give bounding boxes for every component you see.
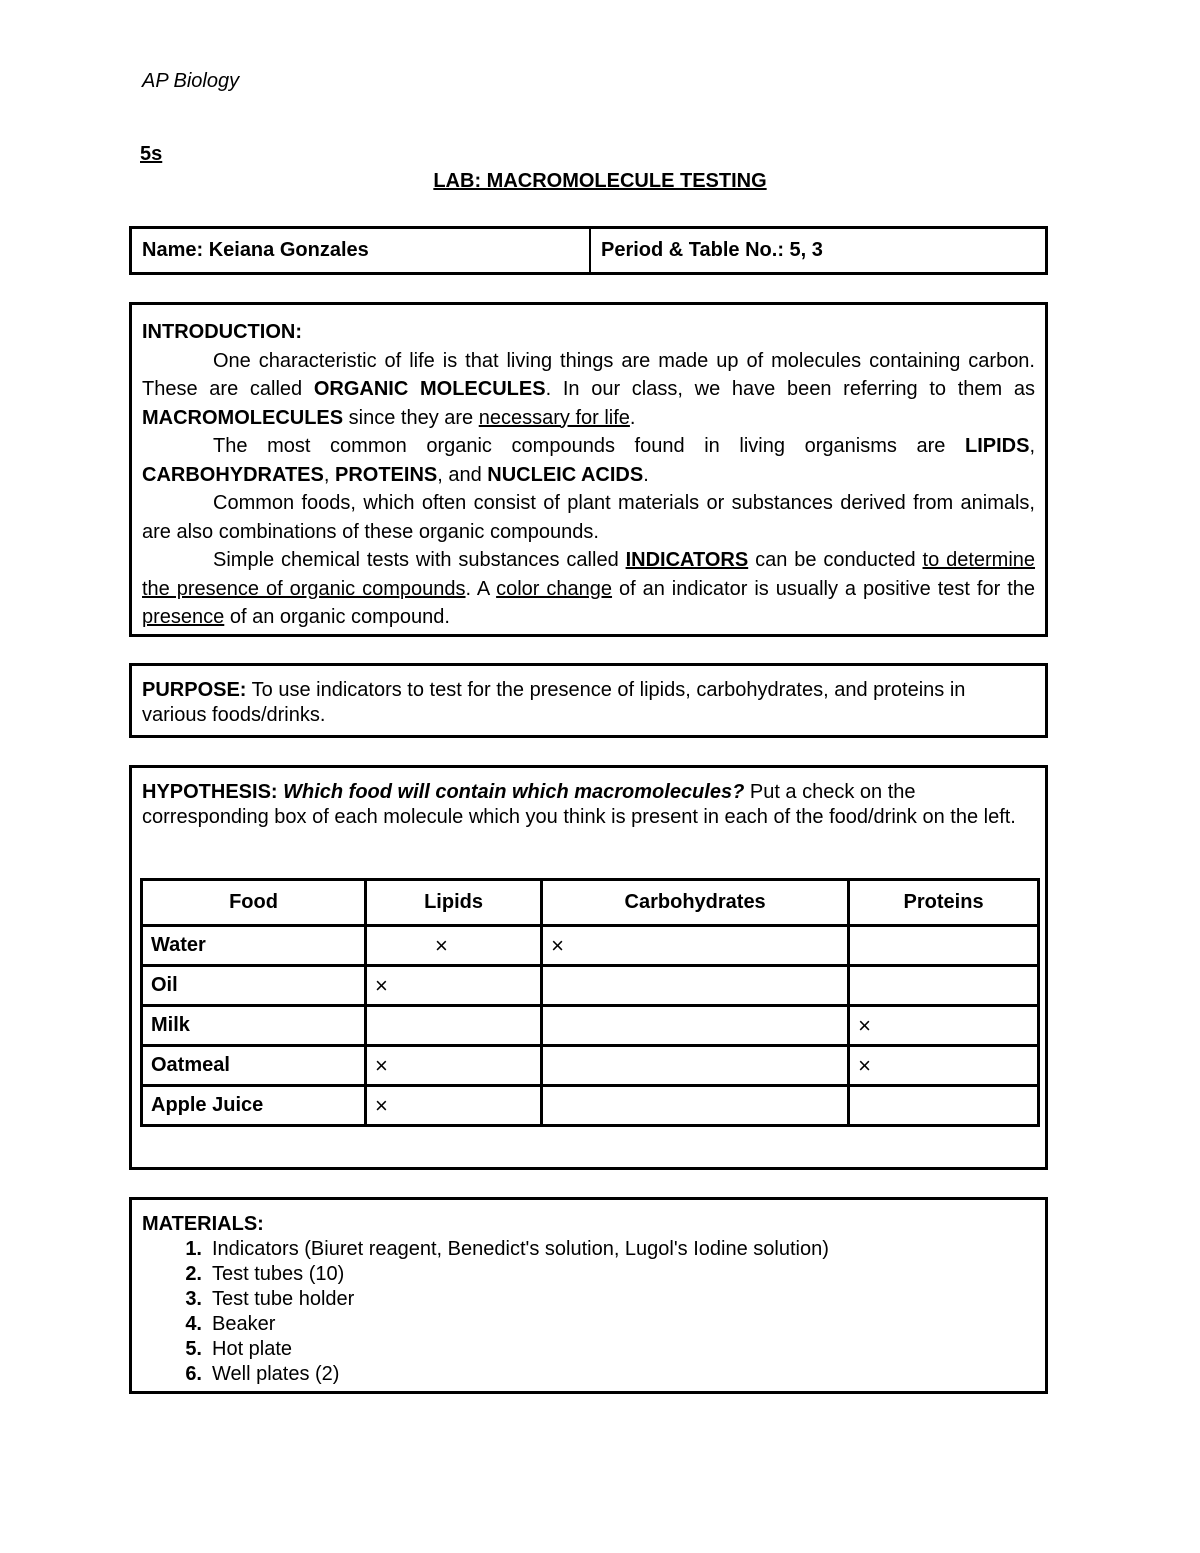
period-code: 5s: [140, 143, 163, 165]
list-item: 5. Hot plate: [185, 1338, 293, 1360]
table-row: [142, 926, 1039, 966]
lipids-cell[interactable]: [366, 1006, 542, 1046]
carbohydrates-cell[interactable]: [542, 1086, 849, 1126]
introduction-heading: INTRODUCTION:: [142, 321, 302, 343]
carbohydrates-cell[interactable]: [542, 1046, 849, 1086]
lipids-cell[interactable]: ×: [366, 1086, 542, 1126]
list-item: 3. Test tube holder: [185, 1288, 355, 1310]
materials-section: [129, 1197, 1048, 1394]
course-header: AP Biology: [142, 70, 240, 92]
food-cell: Oatmeal: [142, 1046, 366, 1086]
carbohydrates-cell[interactable]: [542, 966, 849, 1006]
introduction-paragraph-4: Simple chemical tests with substances called INDICATORS can be conducted to determine the presence of organic compounds. A color change of an indicator is usually a positive test for the presence of an organic compound.: [142, 549, 1036, 628]
table-row: [142, 966, 1039, 1006]
hypothesis-section: [129, 765, 1048, 1170]
lipids-cell[interactable]: ×: [366, 966, 542, 1006]
carbohydrates-cell[interactable]: [542, 1006, 849, 1046]
name-box: [129, 226, 1048, 275]
carbohydrates-cell[interactable]: ×: [542, 926, 849, 966]
proteins-cell[interactable]: ×: [849, 1046, 1039, 1086]
table-row: [142, 1086, 1039, 1126]
student-name: Name: Keiana Gonzales: [132, 229, 591, 272]
lipids-cell[interactable]: ×: [366, 1046, 542, 1086]
period-table-number: Period & Table No.: 5, 3: [601, 239, 823, 261]
lipids-cell[interactable]: ×: [366, 926, 542, 966]
materials-heading: MATERIALS:: [142, 1213, 264, 1235]
food-cell: Apple Juice: [142, 1086, 366, 1126]
list-item: 2. Test tubes (10): [185, 1263, 345, 1285]
proteins-cell[interactable]: [849, 966, 1039, 1006]
introduction-paragraph-1: One characteristic of life is that living things are made up of molecules containing carbon. These are called ORGANIC MOLECULES. In our class, we have been referring to them as MACROMOLECULES since they are necessary for life.: [142, 349, 1036, 429]
table-row: [142, 1046, 1039, 1086]
header-proteins: Proteins: [849, 880, 1039, 926]
list-item: 4. Beaker: [185, 1313, 276, 1335]
header-food: Food: [142, 880, 366, 926]
food-cell: Milk: [142, 1006, 366, 1046]
table-row: [142, 1006, 1039, 1046]
food-cell: Water: [142, 926, 366, 966]
lab-title: LAB: MACROMOLECULE TESTING: [433, 170, 767, 192]
introduction-paragraph-2: The most common organic compounds found in living organisms are LIPIDS, CARBOHYDRATES, PROTEINS, and NUCLEIC ACIDS.: [142, 435, 1035, 486]
introduction-section: [129, 302, 1048, 637]
hypothesis-text: HYPOTHESIS: Which food will contain which macromolecules? Put a check on the corresponding box of each molecule which you think is present in each of the food/drink on the left.: [142, 781, 1016, 828]
proteins-cell[interactable]: [849, 926, 1039, 966]
header-carbohydrates: Carbohydrates: [542, 880, 849, 926]
purpose-heading: PURPOSE:: [142, 679, 247, 701]
purpose-text: To use indicators to test for the presence of lipids, carbohydrates, and proteins in various foods/drinks.: [142, 679, 966, 726]
hypothesis-table: [140, 878, 1040, 1127]
list-item: 1. Indicators (Biuret reagent, Benedict's solution, Lugol's Iodine solution): [185, 1238, 829, 1260]
proteins-cell[interactable]: [849, 1086, 1039, 1126]
food-cell: Oil: [142, 966, 366, 1006]
introduction-paragraph-3: Common foods, which often consist of plant materials or substances derived from animals, are also combinations of these organic compounds.: [142, 492, 1035, 543]
purpose-section: [129, 663, 1048, 738]
proteins-cell[interactable]: ×: [849, 1006, 1039, 1046]
list-item: 6. Well plates (2): [185, 1363, 340, 1385]
header-lipids: Lipids: [366, 880, 542, 926]
table-header-row: [142, 880, 1039, 926]
materials-list: [142, 1237, 1035, 1387]
